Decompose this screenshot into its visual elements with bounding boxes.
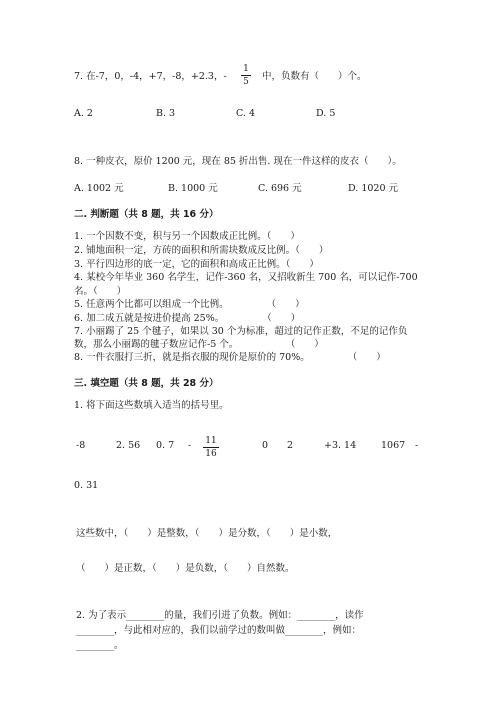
number-item-wrapped: 0. 31 (74, 480, 99, 491)
number-item: +3. 14 (324, 440, 357, 451)
minus-sign: - (188, 440, 192, 451)
q8-option-b: B. 1000 元 (168, 183, 218, 194)
q7-option-d: D. 5 (316, 108, 336, 119)
judgement-item: 1. 一个因数不变，积与另一个因数成正比例。（ ） (74, 231, 300, 242)
section-title-fill-in: 三. 填空题（共 8 题，共 28 分） (74, 378, 219, 389)
fraction-bar (241, 75, 251, 76)
number-item: 2. 56 (116, 440, 141, 451)
judgement-item: 3. 平行四边形的底一定，它的面积和高成正比例。（ ） (74, 259, 319, 270)
fill-fraction-denominator: 16 (205, 449, 217, 459)
minus-sign: - (415, 440, 419, 451)
q7-fraction-denominator: 5 (243, 77, 249, 87)
q7-option-b: B. 3 (156, 108, 176, 119)
fraction-bar (203, 447, 219, 448)
q8-option-a: A. 1002 元 (74, 183, 124, 194)
q7-fraction (241, 64, 251, 87)
fill-fraction-numerator: 11 (205, 436, 217, 446)
q8-option-c: C. 696 元 (258, 183, 302, 194)
judgement-item: 8. 一件衣服打三折，就是指衣服的现价是原价的 70%。 （ ） (74, 352, 386, 363)
judgement-item: 2. 铺地面积一定，方砖的面积和所需块数成反比例。（ ） (74, 245, 329, 256)
q7-option-a: A. 2 (74, 108, 93, 119)
number-item: 0. 7 (156, 440, 175, 451)
judgement-item: 4. 某校今年毕业 360 名学生，记作-360 名，又招收新生 700 名，可以记作-700 (74, 272, 418, 283)
fill-q1-stem: 1. 将下面这些数填入适当的括号里。 (74, 400, 229, 411)
judgement-item: 7. 小丽踢了 25 个毽子，如果以 30 个为标准，超过的记作正数，不足的记作负 (74, 326, 408, 337)
q8-option-d: D. 1020 元 (348, 183, 399, 194)
fill-q2-line-2: ________，与此相对应的，我们以前学过的数叫做________，例如： (76, 625, 362, 636)
judgement-item: 5. 任意两个比都可以组成一个比例。 （ ） (74, 299, 305, 310)
q8-stem: 8. 一种皮衣，原价 1200 元，现在 85 折出售. 现在一件这样的皮衣（ ）。 (74, 156, 402, 167)
fill-q2-line-3: ________。 (76, 640, 124, 651)
classification-line-1: 这些数中，（ ）是整数，（ ）是分数，（ ）是小数， (76, 528, 338, 539)
section-title-judgement: 二. 判断题（共 8 题，共 16 分） (74, 209, 219, 220)
q7-stem-suffix: 中，负数有（ ）个。 (262, 71, 367, 82)
judgement-item-continued: 数，那么小丽踢的毽子数应记作-5 个。 （ ） (74, 339, 324, 350)
classification-line-2: （ ）是正数，（ ）是负数，（ ）自然数。 (76, 563, 295, 574)
q7-stem-prefix: 7. 在-7，0，-4，+7，-8，+2.3，- (74, 71, 227, 82)
fill-q2-line-1: 2. 为了表示________的量，我们引进了负数。例如：________，读作 (76, 610, 364, 621)
q7-option-c: C. 4 (236, 108, 256, 119)
number-item: 0 (262, 440, 269, 451)
number-item: -8 (76, 440, 86, 451)
q7-fraction-numerator: 1 (243, 64, 249, 74)
fill-fraction (203, 436, 219, 459)
number-item: 1067 (381, 440, 406, 451)
judgement-item: 6. 加二成五就是按进价提高 25%。 （ ） (74, 313, 301, 324)
judgement-item-continued: 名。（ ） (74, 286, 127, 297)
number-item: 2 (287, 440, 294, 451)
